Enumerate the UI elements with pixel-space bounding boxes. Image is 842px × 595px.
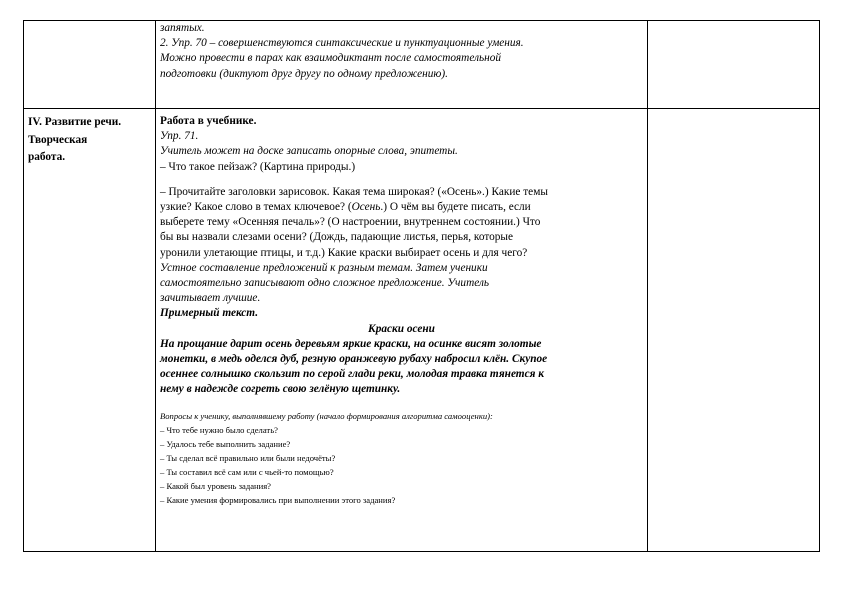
sample-label: Примерный текст. [160,307,259,320]
stage-title: работа. [28,151,66,163]
content-cell [156,21,648,109]
oral-task-line: зачитывает лучшие. [160,292,261,305]
question-item: – Удалось тебе выполнить задание? [160,438,291,449]
stage-title: IV. Развитие речи. [28,116,122,128]
table-row [24,21,820,109]
table-row [24,109,820,552]
notes-cell [648,21,820,109]
discussion-emphasis: Осень [351,201,381,214]
notes-cell [648,109,820,552]
exercise-label: Упр. 71. [160,130,199,143]
question-item: – Ты составил всё сам или с чьей-то помощью? [160,466,334,477]
sample-text-line: монетки, в медь оделся дуб, резную оранжевую рубаху набросил клён. Скупое [160,353,548,366]
content-line: подготовки (диктуют друг другу по одному предложению). [160,67,448,80]
content-line: 2. Упр. 70 – совершенствуются синтаксические и пунктуационные умения. [160,37,524,50]
discussion-fragment: узкие? Какое слово в темах ключевое? ( [160,201,352,214]
discussion-line: – Прочитайте заголовки зарисовок. Какая тема широкая? («Осень».) Какие темы [160,185,548,198]
content-line: запятых. [160,22,205,34]
question-item: – Какие умения формировались при выполнении этого задания? [160,494,396,505]
content-cell [156,109,648,552]
sample-text-line: осеннее солнышко скользит по серой глади реки, молодая травка тянется к [160,368,544,381]
section-heading: Работа в учебнике. [160,115,257,127]
sample-text-line: На прощание дарит осень деревьям яркие краски, на осинке висят золотые [160,337,542,350]
questions-title: Вопросы к ученику, выполнявшему работу (начало формирования алгоритма самооценки): [160,410,493,421]
question-item: – Какой был уровень задания? [160,480,271,491]
teacher-note: Учитель может на доске записать опорные слова, эпитеты. [160,145,458,158]
question-item: – Что тебе нужно было сделать? [160,424,278,435]
content-line: Можно провести в парах как взаимодиктант после самостоятельной [160,52,502,65]
discussion-line: выберете тему «Осенняя печаль»? (О настроении, внутреннем состоянии.) Что [160,216,541,229]
discussion-line [160,200,643,215]
discussion-line: бы вы назвали слезами осени? (Дождь, падающие листья, перья, которые [160,231,514,244]
oral-task-line: самостоятельно записывают одно сложное предложение. Учитель [160,277,490,290]
lesson-plan-table [23,20,820,552]
discussion-fragment: .) О чём вы будете писать, если [380,201,531,214]
stage-cell [24,109,156,552]
question-line: – Что такое пейзаж? (Картина природы.) [160,160,356,173]
stage-title: Творческая [28,133,88,146]
sample-text-line: нему в надежде согреть свою зелёную щетинку. [160,383,401,396]
spacer [160,175,643,185]
oral-task-line: Устное составление предложений к разным темам. Затем ученики [160,261,488,274]
question-item: – Ты сделал всё правильно или были недочёты? [160,452,336,463]
stage-cell [24,21,156,109]
discussion-line: уронили улетающие птицы, и т.д.) Какие краски выбирает осень и для чего? [160,246,528,259]
sample-title: Краски осени [368,322,435,335]
